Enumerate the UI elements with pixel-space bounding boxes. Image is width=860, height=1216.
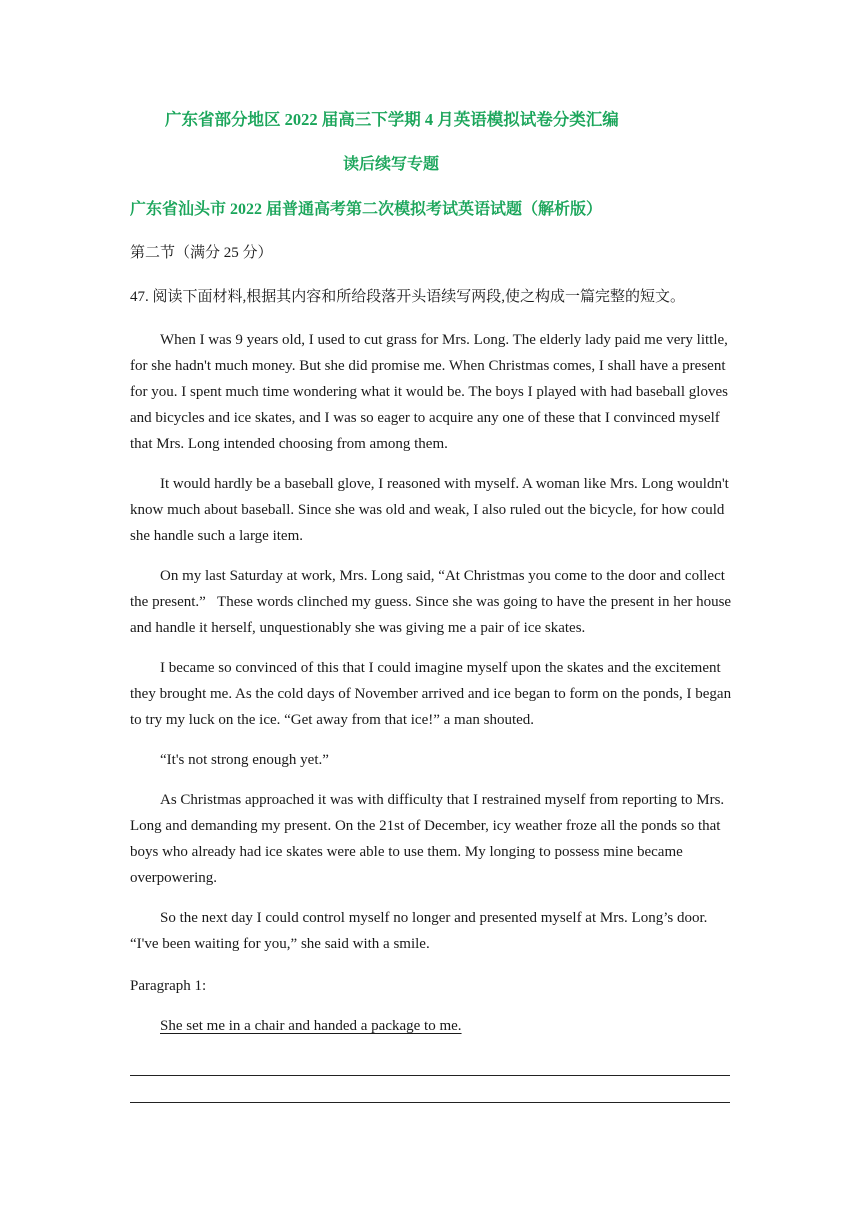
answer-line[interactable] <box>130 1102 730 1103</box>
paragraph-starter: She set me in a chair and handed a package to me. <box>160 1018 462 1034</box>
answer-line[interactable] <box>130 1075 730 1076</box>
passage-paragraph: So the next day I could control myself no longer and presented myself at Mrs. Long’s door. “I've been waiting for you,” she said with a smile. <box>130 910 708 952</box>
passage-paragraph: I became so convinced of this that I could imagine myself upon the skates and the excitement they brought me. As the cold days of November arrived and ice began to form on the ponds, I began to try my luck on the ice. “Get away from that ice!” a man shouted. <box>130 660 732 728</box>
exam-title: 广东省汕头市 2022 届普通高考第二次模拟考试英语试题（解析版） <box>130 201 603 218</box>
document-subtitle: 读后续写专题 <box>343 156 440 173</box>
question-instruction: 47. 阅读下面材料,根据其内容和所给段落开头语续写两段,使之构成一篇完整的短文。 <box>130 289 686 305</box>
passage-paragraph: It would hardly be a baseball glove, I reasoned with myself. A woman like Mrs. Long wouldn't know much about baseball. Since she was old and weak, I also ruled out the bicycle, for how could she handle such a large item. <box>130 476 729 544</box>
reading-passage <box>130 327 735 971</box>
document-title: 广东省部分地区 2022 届高三下学期 4 月英语模拟试卷分类汇编 <box>165 110 619 129</box>
passage-paragraph: On my last Saturday at work, Mrs. Long said, “At Christmas you come to the door and collect the present.” These words clinched my guess. Since she was going to have the present in her house and handle it herself, unquestionably she was giving me a pair of ice skates. <box>130 568 732 636</box>
passage-paragraph: When I was 9 years old, I used to cut grass for Mrs. Long. The elderly lady paid me very little, for she hadn't much money. But she did promise me. When Christmas comes, I shall have a present for you. I spent much time wondering what it would be. The boys I played with had baseball gloves and bicycles and ice skates, and I was so eager to acquire any one of these that I convinced myself that Mrs. Long intended choosing from among them. <box>130 332 728 452</box>
passage-paragraph: “It's not strong enough yet.” <box>160 752 329 768</box>
passage-paragraph: As Christmas approached it was with difficulty that I restrained myself from reporting to Mrs. Long and demanding my present. On the 21st of December, icy weather froze all the ponds so that boys who already had ice skates were able to use them. My longing to possess mine became overpowering. <box>130 792 725 886</box>
section-label: 第二节（满分 25 分） <box>130 245 273 261</box>
paragraph-label: Paragraph 1: <box>130 978 207 994</box>
